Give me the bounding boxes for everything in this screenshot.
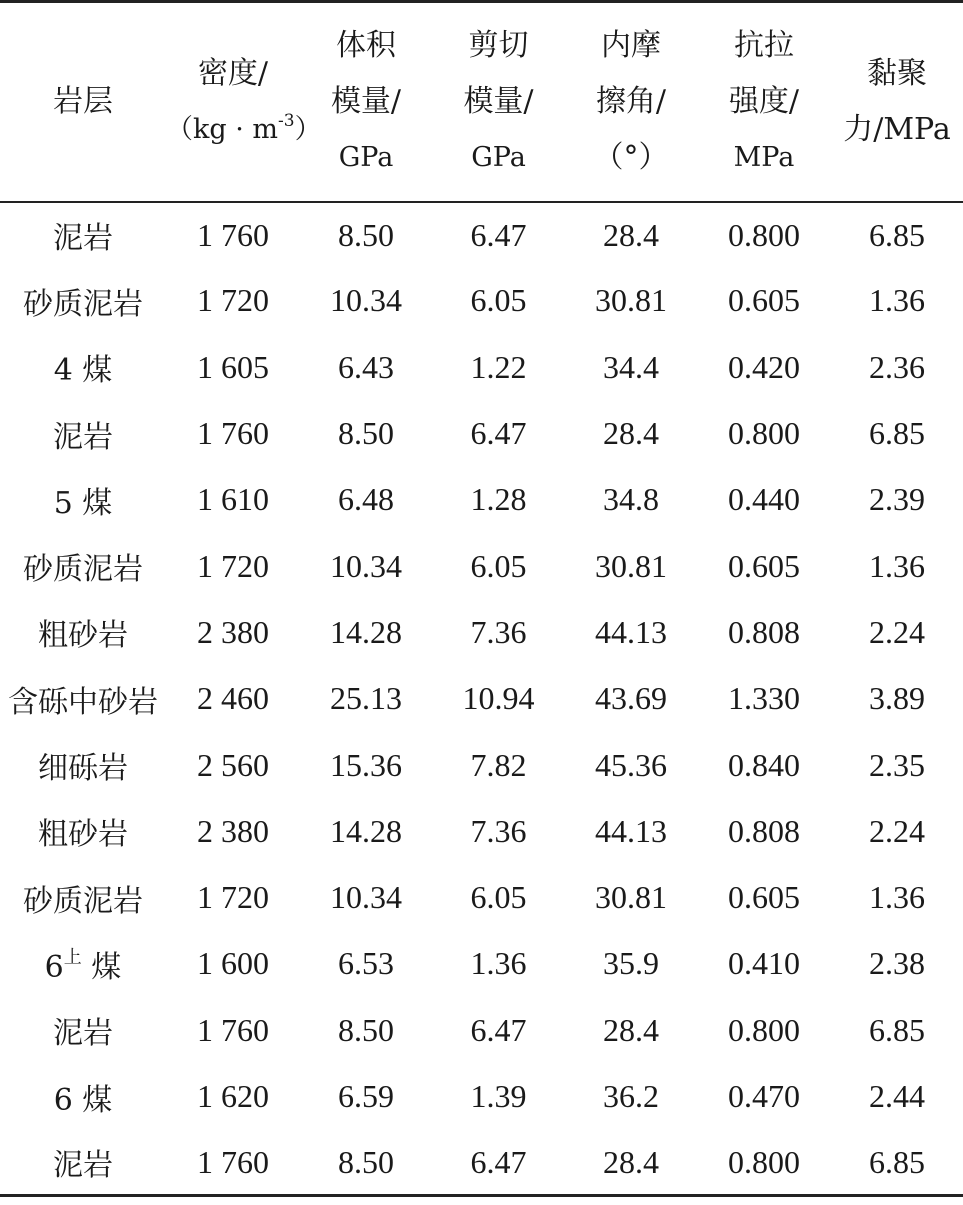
- cell-density: 2 560: [197, 746, 269, 783]
- header-density-line-1: 密度/: [197, 55, 269, 91]
- table-row: [0, 334, 963, 400]
- cell-friction: 44.13: [595, 812, 667, 849]
- table-row: [0, 599, 963, 665]
- cell-tensile: 0.808: [728, 812, 800, 849]
- cell-shear: 6.47: [470, 415, 527, 452]
- header-bulk-modulus: 体积 模量/ GPa: [300, 2, 432, 202]
- cell-friction: 28.4: [603, 1011, 659, 1048]
- cell-layer: 5 煤: [53, 485, 113, 521]
- cell-friction: 30.81: [595, 282, 667, 319]
- table-row: [0, 268, 963, 334]
- table-row: [0, 202, 963, 268]
- cell-friction: 34.8: [603, 481, 659, 518]
- cell-layer: 砂质泥岩: [23, 286, 143, 322]
- cell-shear: 7.36: [470, 812, 527, 849]
- cell-cohesion: 6.85: [869, 415, 925, 452]
- cell-shear: 1.22: [470, 348, 527, 385]
- cell-density: 2 380: [197, 812, 269, 849]
- header-shear-modulus: 剪切 模量/ GPa: [432, 2, 565, 202]
- cell-density: 1 605: [197, 348, 269, 385]
- cell-friction: 45.36: [595, 746, 667, 783]
- cell-density: 1 760: [166, 1130, 300, 1196]
- cell-shear: 6.05: [470, 547, 527, 584]
- cell-shear: 6.47: [470, 216, 527, 253]
- cell-layer: 泥岩: [53, 221, 113, 257]
- table-row: [0, 1063, 963, 1129]
- cell-bulk: 14.28: [330, 812, 402, 849]
- cell-density: 1 720: [197, 879, 269, 916]
- cell-layer: 含砾中砂岩: [8, 684, 158, 720]
- cell-friction: 36.2: [603, 1078, 659, 1114]
- cell-bulk: 10.34: [330, 282, 402, 319]
- cell-friction: 30.81: [595, 879, 667, 916]
- cell-shear: 10.94: [462, 680, 535, 717]
- header-density-line-2: $(kg \cdot m^{-3})$: [166, 110, 322, 145]
- cell-tensile: 0.410: [728, 945, 800, 982]
- cell-friction: 28.4: [603, 216, 659, 253]
- cell-tensile: 0.420: [728, 348, 800, 385]
- cell-shear: 6.47: [470, 1011, 527, 1048]
- table-row: [0, 732, 963, 798]
- cell-bulk: 15.36: [330, 746, 402, 783]
- cell-shear: 1.28: [470, 481, 527, 518]
- table-row: [0, 864, 963, 930]
- cell-layer: 砂质泥岩: [23, 883, 143, 919]
- cell-density: 1 620: [197, 1078, 269, 1114]
- cell-layer: 泥岩: [53, 1016, 113, 1052]
- cell-shear: 6.05: [470, 879, 527, 916]
- cell-cohesion: 2.24: [869, 812, 925, 849]
- cell-shear: 6.05: [470, 282, 527, 319]
- cell-tensile: 0.470: [728, 1078, 800, 1114]
- cell-tensile: 0.440: [728, 481, 800, 518]
- header-density: [166, 2, 322, 202]
- cell-shear: 1.39: [470, 1078, 527, 1114]
- cell-density: 1 760: [197, 1011, 269, 1048]
- cell-bulk: 8.50: [300, 1130, 432, 1196]
- cell-cohesion: 6.85: [831, 1130, 963, 1196]
- cell-tensile: 0.800: [697, 1130, 831, 1196]
- cell-tensile: 0.605: [728, 547, 800, 584]
- table-row: [0, 467, 963, 533]
- cell-density: 1 600: [197, 945, 269, 982]
- cell-density: 1 760: [197, 216, 269, 253]
- cell-bulk: 6.59: [338, 1078, 394, 1114]
- cell-cohesion: 2.44: [869, 1078, 925, 1114]
- table-row: [0, 997, 963, 1063]
- cell-friction: 43.69: [595, 680, 667, 717]
- cell-tensile: 0.808: [728, 613, 800, 650]
- cell-density: 1 720: [197, 547, 269, 584]
- cell-cohesion: 2.35: [869, 746, 925, 783]
- cell-friction: 35.9: [603, 945, 659, 982]
- cell-cohesion: 6.85: [869, 1011, 925, 1048]
- cell-bulk: 6.53: [338, 945, 394, 982]
- cell-cohesion: 2.38: [869, 945, 925, 982]
- cell-cohesion: 2.39: [869, 481, 925, 518]
- cell-shear: 7.82: [470, 746, 527, 783]
- cell-bulk: 10.34: [330, 879, 402, 916]
- header-cohesion: 黏聚 力/MPa: [831, 2, 963, 202]
- cell-tensile: 0.800: [728, 216, 800, 253]
- cell-shear: 6.47: [432, 1130, 565, 1196]
- table-row: [0, 533, 963, 599]
- cell-bulk: 6.48: [338, 481, 394, 518]
- cell-friction: 30.81: [595, 547, 667, 584]
- cell-tensile: 1.330: [728, 680, 800, 717]
- cell-bulk: 8.50: [338, 1011, 394, 1048]
- cell-tensile: 0.800: [728, 415, 800, 452]
- cell-friction: 44.13: [595, 613, 667, 650]
- cell-cohesion: 6.85: [869, 216, 925, 253]
- cell-tensile: 0.800: [728, 1011, 800, 1048]
- cell-layer: 泥岩: [53, 419, 113, 455]
- cell-cohesion: 3.89: [869, 680, 925, 717]
- cell-density: 1 720: [197, 282, 269, 319]
- cell-tensile: 0.605: [728, 282, 800, 319]
- header-friction-angle: 内摩 擦角/ （°）: [565, 2, 697, 202]
- cell-friction: 28.4: [603, 415, 659, 452]
- cell-layer: 砂质泥岩: [23, 552, 143, 588]
- cell-layer: 粗砂岩: [38, 817, 128, 853]
- cell-bulk: 14.28: [330, 613, 402, 650]
- table-row: [0, 931, 963, 997]
- table-body: [0, 202, 963, 1196]
- cell-cohesion: 2.24: [869, 613, 925, 650]
- cell-layer: 粗砂岩: [38, 618, 128, 654]
- cell-tensile: 0.840: [728, 746, 800, 783]
- table-row: [0, 798, 963, 864]
- table-header: [0, 2, 963, 202]
- cell-shear: 1.36: [470, 945, 527, 982]
- cell-layer: 6 煤: [53, 1082, 113, 1118]
- cell-layer: 细砾岩: [38, 751, 128, 787]
- cell-cohesion: 1.36: [869, 879, 925, 916]
- cell-bulk: 25.13: [330, 680, 402, 717]
- cell-density: 1 610: [197, 481, 269, 518]
- cell-layer: 泥岩: [0, 1130, 166, 1196]
- cell-bulk: 6.43: [338, 348, 394, 385]
- cell-density: 2 460: [197, 680, 269, 717]
- cell-cohesion: 1.36: [869, 282, 925, 319]
- cell-friction: 28.4: [565, 1130, 697, 1196]
- cell-bulk: 8.50: [338, 216, 394, 253]
- cell-tensile: 0.605: [728, 879, 800, 916]
- cell-density: 1 760: [197, 415, 269, 452]
- cell-bulk: 10.34: [330, 547, 402, 584]
- cell-cohesion: 1.36: [869, 547, 925, 584]
- cell-layer: 4 煤: [53, 353, 113, 389]
- cell-density: 2 380: [197, 613, 269, 650]
- table-row: [0, 666, 963, 732]
- table-row: [0, 400, 963, 466]
- cell-shear: 7.36: [470, 613, 527, 650]
- table-row: [0, 1130, 963, 1196]
- cell-cohesion: 2.36: [869, 348, 925, 385]
- header-layer: 岩层: [0, 2, 166, 202]
- header-tensile-strength: 抗拉 强度/ MPa: [697, 2, 831, 202]
- header-row: [0, 2, 963, 202]
- cell-friction: 34.4: [603, 348, 659, 385]
- cell-layer: $6^上$ 煤: [44, 946, 122, 985]
- cell-bulk: 8.50: [338, 415, 394, 452]
